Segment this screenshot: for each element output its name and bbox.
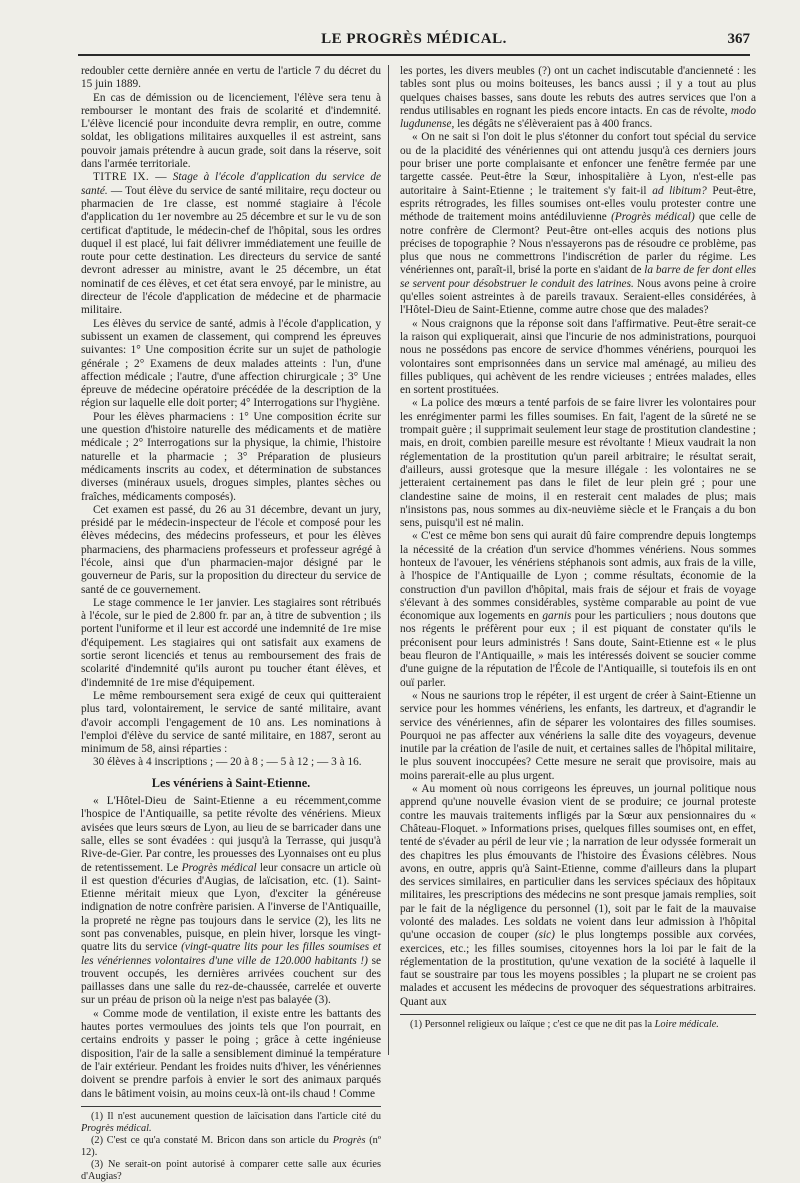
footnote: (3) Ne serait-on point autorisé à comparer cette salle aux écuries d'Augias? [81,1158,381,1182]
footnote-rule [400,1014,756,1015]
text-run: leur consacre un article où il est question d'écuries d'Augias, de laïcisation, etc. (1). Saint-Etienne méritait mieux que Lyon, d'exciter la généreuse indignation de notre confrère parisien. A l'inverse de l'Antiquaille, la propreté ne règne pas toujours dans le service (2), les lits ne sont pas convenables, puisque, en plein hiver, lorsque les vingt-quatre lits du service [81,861,382,954]
italic-run: garnis [542,610,572,623]
footnote [81,1135,381,1159]
paragraph: « Nous craignons que la réponse soit dans l'affirmative. Peut-être serait-ce la raison qui expliquerait, ainsi que l'incurie de nos administrations, pourquoi nous ne possédons pas encore de service d'hommes vénériens, pourquoi les volontaires sont emprisonnées dans un service mal aménagé, au milieu des filles publiques, qui achèvent de les rendre vicieuses ; entrées malades, elles en sortent prostituées. [400,317,756,397]
text-run: que celle de notre confrère de Clermont? Peut-être ont-elles acquis des notions plus précises de topographie ? Nous n'essayerons pas de résoudre ce problème, pas plus que nous ne commettrons l'indiscrétion de parler du régime. Les vénériennes ont, paraît-il, brisé la porte en s'aidant de [400,211,756,277]
italic-run: la barre de fer dont elles se servent pour désobstruer le conduit des latrines. [400,264,757,290]
italic-run: modo lugdunense, [400,104,756,131]
paragraph: « Nous ne saurions trop le répéter, il est urgent de créer à Saint-Etienne un service pour les hommes vénériens, les enfants, les dartreux, et d'agrandir le service des vénériennes, afin de séparer les volontaires des filles soumises. Pourquoi ne pas affecter aux vénériens la salle dite des voyageurs, devenue inutile par la création de l'asile de nuit, et certaines salles de l'hôpital militaire, le plus souvent inoccupées? Cette mesure ne serait que provisoire, mais au moins parerait-elle au plus urgent. [400,689,756,782]
section-title: Stage à l'école d'application du service de santé. [81,171,381,197]
paragraph: « La police des mœurs a tenté parfois de se faire livrer les volontaires pour les enrégimenter parmi les filles soumises. En fait, l'agent de la sûreté ne se trompait guère ; il supprimait seulement leur stage de prostitution clandestine ; mais, en droit, combien pareille mesure est révoltante ! Mieux vaudrait la non réglementation de la prostitution qu'un pareil arbitraire; le résultat serait, d'ailleurs, aussi grotesque que la mesure illégale : les volontaires ne se jetteraient certainement pas dans le filet de leur plein gré ; pour une clandestine saine de moins, il en resterait cent malades de plus; mais n'insistons pas, nous sommes au dix-neuvième siècle et le Français a du bon sens, puisqu'il est né malin. [400,397,756,530]
left-column [81,65,382,1182]
running-header [78,30,750,56]
paragraph: « Comme mode de ventilation, il existe entre les battants des hautes portes vermoulues des joints tels que l'on pourrait, en certains endroits y passer le poing ; grâce à cette ingénieuse disposition, l'air de la salle a sensiblement diminué la température de l'air extérieur. Pendant les froides nuits d'hiver, les vénériennes doivent se prendre parfois à envier le sort des animaux parqués dans le bâtiment voisin, au moins ceux-là ont-ils chaud ! Comme [81,1007,381,1100]
page-number: 367 [727,31,750,47]
paragraph [400,131,756,317]
paragraph [400,783,756,1009]
footnote [400,1019,756,1031]
article-heading: Les vénériens à Saint-Etienne. [151,775,311,790]
paragraph: 30 élèves à 4 inscriptions ; — 20 à 8 ; — 5 à 12 ; — 3 à 16. [93,756,362,769]
footnote-rule [81,1106,381,1107]
italic-run: Progrès [332,1134,366,1146]
text-run: Peut-être, esprits rétrogrades, les filles soumises ont-elles voulu protester contre une méthode de traitement moins antédiluvienne [400,184,757,224]
italic-run: Progrès médical. [81,1122,152,1134]
italic-run: (Progrès médical) [611,211,695,224]
paragraph [81,795,381,1008]
right-column [400,65,756,1097]
paragraph-text: — Tout élève du service de santé militaire, reçu docteur ou pharmacien de 1re classe, est nommé stagiaire à l'école d'application du 1er novembre au 25 décembre et sur le vu de son certificat d'aptitude, le médecin-chef de l'hôpital, sous les ordres duquel il est placé, lui fait délivrer immédiatement une feuille de route pour cette destination. Les directeurs du service de santé devront adresser au ministre, avant le 25 décembre, un état nominatif de ces élèves, et cet état sera envoyé, par le ministre, au directeur de l'école d'application de médecine et de pharmacie militaire. [81,184,381,317]
italic-run: ad libitum? [652,184,707,197]
journal-title: LE PROGRÈS MÉDICAL. [321,31,507,47]
text-run: (1) Personnel religieux ou laïque ; c'est ce que ne dit pas la [410,1019,653,1031]
text-run: « L'Hôtel-Dieu de Saint-Etienne a eu récemment,comme l'hospice de l'Antiquaille, sa petite révolte des vénériens. Mieux avisées que leurs sœurs de Lyon, au lieu de se barricader dans une salle, elles se sont évadées : qui jusqu'à la Terrasse, qui jusqu'à Rive-de-Gier. Par contre, les prouesses des Lyonnaises ont eu plus de retentissement. Le [81,795,381,874]
text-run: « C'est ce même bon sens qui aurait dû faire comprendre depuis longtemps la nécessité de la création d'un service d'hommes vénériens. Nous sommes honteux de l'avouer, les vénériens stéphanois sont admis, aux frais de la ville, à l'hospice de l'Antiquaille de Lyon ; comme résultats, économie de la construction d'un pavillon d'hôpital, mais frais de séjour et frais de voyage s'élevant à des sommes considérables, système comparable au point de vue économique aux logements en [400,530,756,623]
paragraph: Cet examen est passé, du 26 au 31 décembre, devant un jury, présidé par le médecin-inspecteur de l'école et composé pour les élèves médecins, des médecins professeurs, et pour les élèves pharmaciens, des pharmaciens professeurs et professeur agrégé à l'école, ainsi que d'un pharmacien-major désigné par le gouverneur de Paris, sur la proposition du directeur du service de santé de ce gouvernement. [81,503,381,596]
paragraph: Les élèves du service de santé, admis à l'école d'application, y subissent un examen de classement, qui comprend les épreuves suivantes: 1° Une composition écrite sur un sujet de pathologie générale ; 2° Examens de deux malades atteints : l'un, d'une affection médicale ; l'autre, d'une affection chirurgicale ; 3° Une épreuve de médecine opératoire précédée de la description de la région sur laquelle elle doit porter; 4° Interrogations sur l'hygiène. [81,317,381,410]
italic-run: (vingt-quatre lits pour les filles soumises et les vénériennes volontaires d'une ville de 120.000 habitants !) [81,941,382,967]
text-run: (2) C'est ce qu'a constaté M. Bricon dans son article du [91,1134,329,1146]
italic-run: (sic) [534,929,555,942]
italic-run: Progrès médical [181,861,257,874]
paragraph [400,65,756,131]
paragraph-titre-ix [81,171,381,317]
text-run: (nº 12). [81,1134,382,1158]
text-run: Nous avons peine à croire qu'elles soient astreintes à de pareils travaux. Seraient-elles considérées, à l'Hôtel-Dieu de Saint-Etienne, comme autre chose que des malades? [400,277,756,317]
text-run: le plus longtemps possible aux corvées, exercices, etc.; les filles soumises, citoyennes hors la loi par le fait de la réglementation de la prostitution, qu'une vexation de la société à laquelle il faut se soustraire par tous les moyens possibles ; la plupart ne se croient pas malades et accusent les médecins de provoquer des séquestrations arbitraires. Quant aux [400,929,756,1008]
text-run: les portes, les divers meubles (?) ont un cachet indiscutable d'ancienneté : les tables sont plus ou moins boiteuses, les bancs aussi ; il y a tout au plus quelques chaises basses, sans doute les rebuts des autres services que l'on a rendus utilisables en rognant les pieds encore intacts. En cas de révolte, [400,65,756,117]
footnote [81,1111,381,1135]
paragraph: redoubler cette dernière année en vertu de l'article 7 du décret du 15 juin 1889. [81,65,381,91]
italic-run: Loire médicale. [654,1019,719,1031]
text-run: les dégâts ne s'élèveraient pas à 400 francs. [457,118,653,131]
text-run: se trouvent occupés, les dernières arrivées couchent sur des paillasses dans une salle du rez-de-chaussée, carrelée et ouverte sur un préau de prison où la neige n'est pas balayée (3). [81,954,381,1007]
text-run: « On ne sait si l'on doit le plus s'étonner du confort tout spécial du service ou de la placidité des vénériennes qui ont attendu jusqu'à ces derniers jours pour briser une porte complaisante et enfoncer une fenêtre fermée par une targette cassée. Peut-être la Sœur, inhospitalière à Lyon, n'est-elle pas autoritaire à Saint-Etienne ; le traitement s'y fait-il [400,131,756,197]
section-heading: TITRE IX. — [93,171,167,184]
paragraph: En cas de démission ou de licenciement, l'élève sera tenu à rembourser le montant des frais de scolarité et d'indemnité. L'élève licencié pour inconduite devra remplir, en outre, comme soldat, les obligations militaires auxquelles il est astreint, sans pouvoir jamais prétendre à aucun grade, soit dans la réserve, soit dans l'armée territoriale. [81,91,381,171]
paragraph [400,530,756,690]
text-run: « Au moment où nous corrigeons les épreuves, un journal politique nous apprend qu'une nouvelle évasion vient de se produire; ce journal proteste contre les mauvais traitements infligés par la Sœur aux pensionnaires du « Château-Floquet. » Informations prises, quelques filles soumises ont, en effet, tenté de s'évader au péril de leur vie ; la narration de leur odyssée formerait un des chapitres les plus émouvants de l'histoire des Évasions célèbres. Nous avons, en outre, appris qu'à Saint-Etienne, comme d'ailleurs dans la plupart des services similaires, en particulier dans les services spéciaux des hôpitaux militaires, les prescriptions des médecins ne sont presque jamais remplies, soit par le fait de la négligence du personnel (1), soit par le fait de la mauvaise volonté des malades. Les soldats ne voient dans leur admission à l'hôpital qu'une occasion de couper [400,783,756,942]
column-rule [388,65,389,1055]
text-run: (1) Il n'est aucunement question de laïcisation dans l'article cité du [91,1110,381,1122]
paragraph: Le même remboursement sera exigé de ceux qui quitteraient plus tard, volontairement, le service de santé militaire, avant d'avoir accompli l'engagement de 10 ans. Les nominations à l'emploi d'élève du service de santé militaire, en 1887, seront au minimum de 58, ainsi réparties : [81,689,381,756]
text-run: pour les particuliers ; nous doutons que nos régents le préfèrent pour eux ; il est piquant de constater qu'ils le préconisent pour leurs administrés ! Sans doute, Saint-Etienne est « le plus beau fleuron de l'Antiquaille, » mais les intéressés doivent se soucier comme d'une guigne de la réputation de l'École de l'Antiquaille, si toutefois ils en ont ouï parler. [400,610,757,689]
paragraph: Pour les élèves pharmaciens : 1° Une composition écrite sur une question d'histoire naturelle des médicaments et de matière médicale ; 2° Interrogations sur la physique, la chimie, l'histoire naturelle et la pharmacie ; 3° Préparation de plusieurs médicaments inscrits au codex, et détermination de substances diverses (minéraux usuels, drogues simples, plantes sèches ou fraîches, médicaments composés). [81,410,381,503]
paragraph: Le stage commence le 1er janvier. Les stagiaires sont rétribués à l'école, sur le pied de 2.800 fr. par an, à titre de subvention ; ils portent l'uniforme et il leur est accordé une indemnité de 1re mise d'équipement. Les stagiaires qui ont satisfait aux examens de sortie seront licenciés et tenus au remboursement des frais de scolarité d'indemnité qu'ils auront pu toucher étant élèves, et d'indemnité de 1re mise d'équipement. [81,596,381,689]
